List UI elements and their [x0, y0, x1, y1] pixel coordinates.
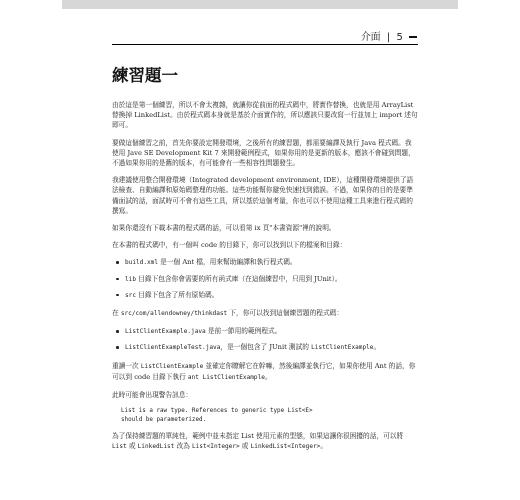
paragraph-generics [112, 431, 418, 452]
source-file-list [112, 326, 418, 353]
inline-code: ListClientExampleTest.java [125, 344, 221, 352]
inline-code: ListClientExample.java [125, 328, 206, 336]
inline-code: ant ListClientExample [187, 373, 265, 381]
list-item [112, 326, 418, 337]
inline-code: src/com/allendowney/thinkdast [120, 310, 228, 318]
running-head-title: 介面 [360, 32, 381, 43]
top-gray-bar [62, 0, 458, 9]
list-item [112, 257, 418, 268]
inline-code: build.xml [125, 259, 159, 267]
paragraph-download: 如果你還沒有下載本書的程式碼的話，可以看第 ix 頁"本書資源"裡的說明。 [112, 224, 336, 233]
section-title: 練習題一 [112, 66, 178, 85]
list-item-text: 。 [373, 343, 381, 352]
text-segment: 在 [112, 309, 121, 318]
bullet-icon [116, 346, 119, 349]
running-head-separator: | [386, 32, 391, 43]
text-segment: 。 [264, 372, 272, 381]
page-mark [409, 36, 417, 38]
inline-code: ListClientExample [140, 362, 204, 370]
inline-code: List [112, 443, 127, 451]
text-segment: 並確定你瞭解它在幹嘛，然後編譯並執行它，如果你使用 Ant 的話，你可以到 code 目錄下執行 [112, 361, 416, 381]
warning-code-block: List is a raw type. References to generic type List<E> should be parameterized. [121, 408, 313, 423]
list-item [112, 274, 418, 285]
inline-code: List<Integer> [191, 443, 240, 451]
paragraph-intro: 由於這是第一個練習，所以不會太複雜，就讓你從前面的程式碼中，將實作替換，也就是用 ArrayList 替換掉 LinkedList。由於程式碼本身就是基於介面實作的，所以應該只要改寫一行並加上 import 述句即可。 [112, 101, 418, 130]
text-segment: 。 [320, 442, 328, 451]
list-item-text: 是一個 Ant 檔，用來幫助編譯和執行程式碼。 [158, 258, 297, 267]
paragraph-environment: 要做這個練習之前，首先你要設定開發環境，之後所有的練習題，都需要編譯及執行 Java 程式碼。我使用 Jave SE Development Kit 7 來開發範例程式，如果你用的是更新的版本，應該不會碰到問題，不過如果你用的是舊的版本，有可能會有一些相容性問題發生。 [112, 138, 415, 168]
list-item-text: 目錄下包含你會需要的所有函式庫（在這個練習中，只用到 JUnit）。 [136, 274, 342, 283]
text-segment: 改為 [174, 442, 192, 451]
page-content [112, 58, 418, 460]
text-segment: 為了保持練習題的單純性，範例中並未指定 List 使用元素的型態，如果這讓你很困擾的話，可以將 [112, 432, 404, 441]
text-segment: 下，你可以找到這個練習題的程式碼： [227, 309, 344, 318]
running-head [361, 28, 417, 43]
text-segment: 或 [126, 442, 138, 451]
paragraph-code-dir: 在本書的程式碼中，有一個叫 code 的目錄下，你可以找到以下的檔案和目錄： [112, 241, 347, 250]
bullet-icon [116, 330, 119, 333]
paragraph-src-path [112, 308, 418, 319]
file-list [112, 257, 418, 301]
header-rule [112, 44, 418, 45]
inline-code: ListClientExample [311, 344, 374, 352]
inline-code: src [125, 291, 137, 299]
page-number: 5 [396, 32, 403, 43]
bullet-icon [116, 261, 119, 264]
bullet-icon [116, 278, 119, 281]
inline-code: LinkedList [137, 443, 175, 451]
list-item [112, 342, 418, 353]
list-item [112, 290, 418, 301]
paragraph-warning: 此時可能會出現警告訊息： [112, 391, 193, 400]
bullet-icon [116, 294, 119, 297]
inline-code: lib [125, 275, 137, 283]
text-segment: 重讀一次 [112, 361, 141, 370]
inline-code: LinkedList<Integer> [250, 443, 321, 451]
list-item-text: 目錄下包含了所有原始碼。 [136, 290, 219, 299]
list-item-text: 是前一節用的範例程式。 [205, 327, 282, 336]
text-segment: 或 [239, 442, 251, 451]
paragraph-ide: 我建議使用整合開發環境（Integrated development environment, IDE），這種開發環境提供了語法檢查、自動編譯和原始碼整理的功能。這些功能幫你避免快速找到錯誤。不過，如果你的目的是要準備面試的話，面試時可不會有這些工具，所以基於這個考量，你也可以不使用這種工具來進行程式碼的撰寫。 [112, 176, 414, 215]
list-item-text: ，是一個包含了 JUnit 測試的 [220, 343, 312, 352]
paragraph-review [112, 361, 418, 383]
